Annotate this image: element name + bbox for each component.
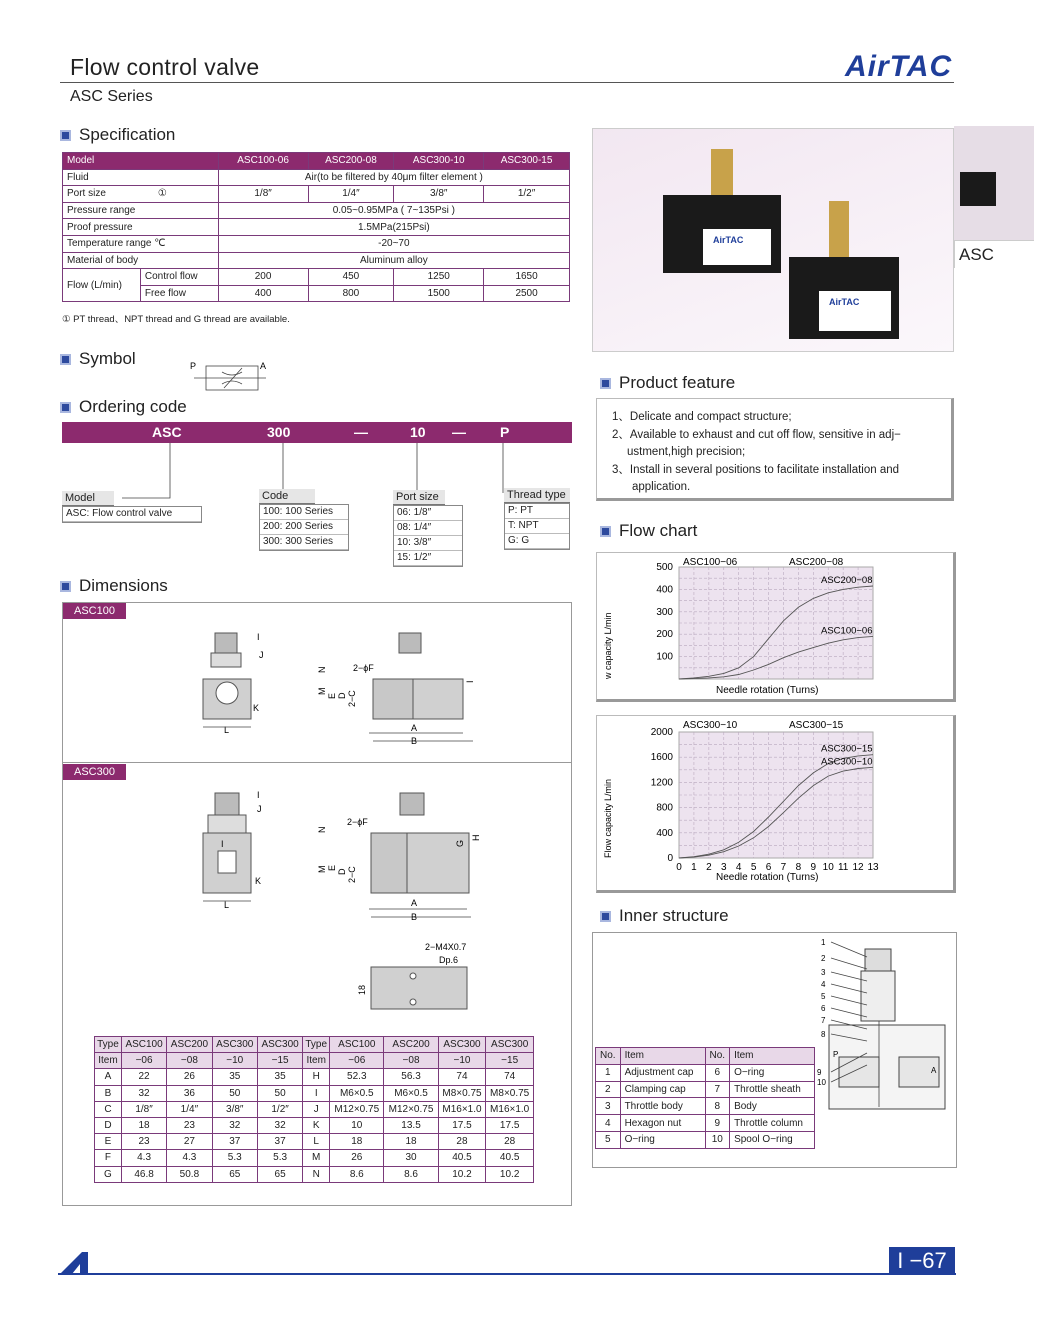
x-tick-label: 3 <box>720 862 727 873</box>
thread-group: Thread type P: PT T: NPT G: G <box>504 488 570 550</box>
inner-heading: Inner structure <box>600 906 729 926</box>
flow-chart-1 <box>596 552 956 702</box>
bullet-square-icon <box>60 581 71 592</box>
y-tick-label: 0 <box>667 853 673 864</box>
photo-brand-2: AirTAC <box>829 297 860 307</box>
svg-text:I: I <box>221 839 224 849</box>
x-tick-label: 8 <box>795 862 802 873</box>
table-row: 4 Hexagon nut 9 Throttle column <box>596 1115 815 1132</box>
x-tick-label: 11 <box>837 862 849 873</box>
symbol-p-label: P <box>190 361 197 371</box>
bullet-square-icon <box>60 130 71 141</box>
callout-line <box>831 958 867 969</box>
svg-text:N: N <box>317 666 327 673</box>
y-tick-label: 300 <box>656 606 673 618</box>
asc100-tag: ASC100 <box>63 603 126 619</box>
x-tick-label: 7 <box>780 862 787 873</box>
dimensions-table: Type ASC100 ASC200 ASC300 ASC300 Type ASC100 ASC200 ASC300 ASC300 Item −06 −08 −10 −15 Item −06 −08 −10 −15 A 22 26 35 35 H 52.3 56.3 74 74 B 32 36 50 50 I M6×0.5 M6×0.5 M8×0.75 M8×0.75 C 1/8″ 1/4″ 3/8″ 1/2″ J M12×0.75 M12×0.75 M16×1.0 M16×1.0 D 18 23 32 32 K 10 13.5 17.5 17.5 E 23 27 37 37 L 18 18 28 28 F 4.3 4.3 5.3 5.3 M 26 30 40.5 40.5 G 46.8 50.8 65 65 N 8.6 8.6 10.2 10.2 <box>94 1036 534 1183</box>
table-row: D 18 23 32 32 K 10 13.5 17.5 17.5 <box>95 1117 534 1133</box>
svg-text:K: K <box>255 876 262 886</box>
y-tick-label: 200 <box>656 629 673 641</box>
table-row: 2 Clamping cap 7 Throttle sheath <box>596 1081 815 1098</box>
table-row: 5 O−ring 10 Spool O−ring <box>596 1131 815 1148</box>
series-label: ASC300−10 <box>821 756 873 768</box>
series-label: ASC300−15 <box>821 743 873 755</box>
port-group: Port size 06: 1/8″ 08: 1/4″ 10: 3/8″ 15: 1/2″ <box>393 490 463 567</box>
x-tick-label: 2 <box>706 862 712 873</box>
y-axis-label: Flow capacity L/min <box>603 778 613 858</box>
svg-text:D: D <box>337 868 347 875</box>
bullet-square-icon <box>600 911 611 922</box>
svg-text:M: M <box>317 687 327 695</box>
svg-text:K: K <box>253 703 260 713</box>
svg-text:I: I <box>465 680 475 683</box>
callout-line <box>831 942 867 957</box>
table-row: G 46.8 50.8 65 65 N 8.6 8.6 10.2 10.2 <box>95 1166 534 1182</box>
y-tick-label: 2000 <box>650 727 673 738</box>
svg-text:M: M <box>317 865 327 873</box>
x-tick-label: 10 <box>822 862 834 873</box>
ordering-heading: Ordering code <box>60 397 187 417</box>
callout-number: 6 <box>821 1004 826 1013</box>
title-rule <box>60 82 954 83</box>
spec-heading: Specification <box>60 125 175 145</box>
inner-parts-table: No. Item No. Item 1 Adjustment cap 6 O−ring 2 Clamping cap 7 Throttle sheath 3 Throttle body 8 Body 4 Hexagon nut 9 Throttle column 5 O−ring 10 Spool O−ring <box>595 1047 815 1149</box>
table-row: 1 Adjustment cap 6 O−ring <box>596 1064 815 1081</box>
y-tick-label: 1200 <box>650 777 673 789</box>
asc300-tag: ASC300 <box>63 764 126 780</box>
inner-structure-drawing <box>819 937 955 1165</box>
y-tick-label: 100 <box>656 651 673 663</box>
inner-structure-panel <box>592 932 957 1168</box>
svg-text:D: D <box>337 692 347 699</box>
valve-symbol <box>186 358 276 394</box>
svg-text:N: N <box>317 826 327 833</box>
svg-text:Dp.6: Dp.6 <box>439 955 459 965</box>
flow-chart-2 <box>596 715 956 893</box>
legend-label: ASC200−08 <box>789 557 844 568</box>
svg-text:I: I <box>257 790 260 800</box>
dimensions-heading: Dimensions <box>60 576 168 596</box>
table-row: 3 Throttle body 8 Body <box>596 1098 815 1115</box>
callout-number: 4 <box>821 980 826 989</box>
svg-text:J: J <box>259 650 264 660</box>
bullet-square-icon <box>600 526 611 537</box>
svg-text:18: 18 <box>357 984 367 995</box>
brand-logo: AirTAC <box>845 50 953 83</box>
svg-text:G: G <box>455 839 465 847</box>
dimension-drawings <box>63 603 571 1023</box>
callout-number: 9 <box>817 1068 822 1077</box>
svg-text:2−C: 2−C <box>347 690 357 707</box>
callout-number: 5 <box>821 992 826 1001</box>
side-tab-label: ASC <box>959 245 994 264</box>
x-tick-label: 13 <box>867 862 879 873</box>
svg-text:B: B <box>411 736 418 746</box>
bullet-square-icon <box>600 378 611 389</box>
callout-number: 1 <box>821 938 826 947</box>
svg-text:A: A <box>411 898 418 908</box>
x-axis-label: Needle rotation (Turns) <box>716 872 819 883</box>
x-tick-label: 0 <box>676 862 682 873</box>
product-photo <box>592 128 954 352</box>
svg-text:2−C: 2−C <box>347 866 357 883</box>
footer-rule <box>58 1273 956 1275</box>
code-group: Code 100: 100 Series 200: 200 Series 300: 300 Series <box>259 489 349 551</box>
y-tick-label: 400 <box>656 827 673 839</box>
callout-number: 2 <box>821 954 826 963</box>
flowchart-heading: Flow chart <box>600 521 697 541</box>
y-tick-label: 800 <box>656 802 673 814</box>
series-label: ASC100−06 <box>821 625 873 637</box>
svg-text:2−ϕF: 2−ϕF <box>347 817 368 827</box>
svg-text:I: I <box>257 632 260 642</box>
svg-text:H: H <box>471 834 481 841</box>
y-axis-label: w capacity L/min <box>603 612 613 679</box>
svg-text:J: J <box>257 804 262 814</box>
svg-text:E: E <box>327 692 337 699</box>
x-tick-label: 9 <box>810 862 817 873</box>
svg-text:2−ϕF: 2−ϕF <box>353 663 374 673</box>
callout-number: 8 <box>821 1030 826 1039</box>
spec-footnote: ① PT thread、NPT thread and G thread are available. <box>62 314 290 325</box>
model-group: Model ASC: Flow control valve <box>62 491 202 523</box>
x-axis-label: Needle rotation (Turns) <box>716 685 819 696</box>
x-tick-label: 4 <box>735 862 742 873</box>
x-tick-label: 5 <box>750 862 757 873</box>
y-tick-label: 1600 <box>650 752 673 764</box>
svg-text:A: A <box>411 723 418 733</box>
symbol-heading: Symbol <box>60 349 136 369</box>
svg-text:2−M4X0.7: 2−M4X0.7 <box>425 942 467 952</box>
page-number: I −67 <box>889 1247 955 1275</box>
photo-brand-1: AirTAC <box>713 235 744 245</box>
y-tick-label: 400 <box>656 584 673 596</box>
svg-text:L: L <box>224 900 230 910</box>
svg-text:P: P <box>833 1050 839 1059</box>
series-label: ASC200−08 <box>821 575 873 587</box>
callout-number: 10 <box>817 1078 826 1087</box>
legend-label: ASC300−10 <box>683 720 738 731</box>
feature-box: 1、Delicate and compact structure; 2、Available to exhaust and cut off flow, sensitive in adj− ustment,high precision; 3、Install in several positions to facilitate installation and application. <box>596 398 954 501</box>
valve-photo-illustration <box>593 129 953 351</box>
feature-heading: Product feature <box>600 373 735 393</box>
side-tab <box>954 126 1034 268</box>
table-row: C 1/8″ 1/4″ 3/8″ 1/2″ J M12×0.75 M12×0.75 M16×1.0 M16×1.0 <box>95 1101 534 1117</box>
table-row: E 23 27 37 37 L 18 18 28 28 <box>95 1134 534 1150</box>
legend-label: ASC300−15 <box>789 720 844 731</box>
svg-text:L: L <box>224 725 230 735</box>
svg-text:A: A <box>931 1066 937 1075</box>
table-row: F 4.3 4.3 5.3 5.3 M 26 30 40.5 40.5 <box>95 1150 534 1166</box>
symbol-a-label: A <box>260 361 267 371</box>
legend-label: ASC100−06 <box>683 557 738 568</box>
table-row: B 32 36 50 50 I M6×0.5 M6×0.5 M8×0.75 M8×0.75 <box>95 1085 534 1101</box>
x-tick-label: 6 <box>765 862 772 873</box>
series-title: ASC Series <box>70 88 153 105</box>
y-tick-label: 500 <box>656 562 673 573</box>
ordering-code-bar: ASC 300 — 10 — P <box>62 422 572 443</box>
x-tick-label: 1 <box>691 862 697 873</box>
svg-text:B: B <box>411 912 418 922</box>
bullet-square-icon <box>60 354 71 365</box>
callout-number: 7 <box>821 1016 826 1025</box>
page-title: Flow control valve <box>70 54 260 80</box>
callout-number: 3 <box>821 968 826 977</box>
svg-text:E: E <box>327 864 337 871</box>
table-row: A 22 26 35 35 H 52.3 56.3 74 74 <box>95 1069 534 1085</box>
bullet-square-icon <box>60 402 71 413</box>
spec-table: Model ASC100-06 ASC200-08 ASC300-10 ASC300-15 Fluid Air(to be filtered by 40μm filter element ) Port size ① 1/8″ 1/4″ 3/8″ 1/2″ Pressure range 0.05~0.95MPa ( 7~135Psi ) Proof pressure 1.5MPa(215Psi) Temperature range ℃ -20~70 Material of body Aluminum alloy Flow (L/min) Control flow 200 450 1250 1650 Free flow 400 800 1500 2500 <box>62 152 570 302</box>
side-tab-thumbnail <box>960 172 996 206</box>
x-tick-label: 12 <box>852 862 864 873</box>
